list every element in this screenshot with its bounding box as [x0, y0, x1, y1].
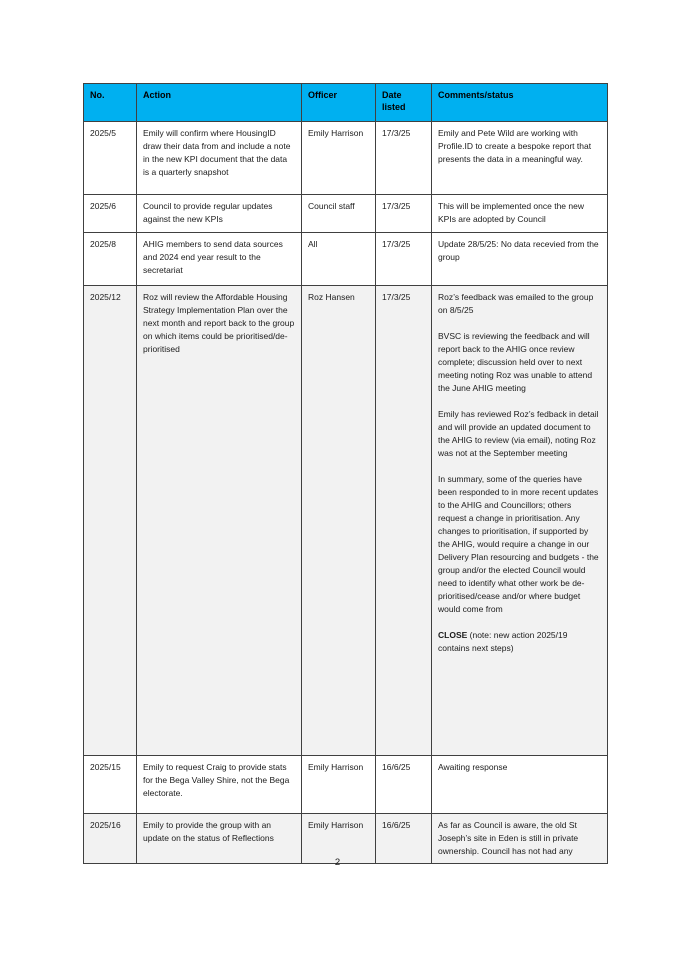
cell-no: 2025/15 [84, 756, 137, 814]
cell-action: Emily to request Craig to provide stats for the Bega Valley Shire, not the Bega electorate. [137, 756, 302, 814]
cell-comments [432, 286, 608, 756]
cell-no: 2025/5 [84, 122, 137, 195]
page-number: 2 [334, 857, 341, 868]
cell-no: 2025/12 [84, 286, 137, 756]
table-row [84, 814, 608, 864]
cell-no: 2025/6 [84, 195, 137, 233]
cell-officer: Emily Harrison [302, 814, 376, 864]
cell-date-listed: 16/6/25 [376, 756, 432, 814]
cell-date-listed: 17/3/25 [376, 233, 432, 286]
cell-action: Council to provide regular updates against the new KPIs [137, 195, 302, 233]
cell-no: 2025/8 [84, 233, 137, 286]
comment-paragraph: In summary, some of the queries have been responded to in more recent updates to the AHIG and Councillors; others request a change in prioritisation. Any changes to prioritisation, if supported by the AHIG, would require a change in our Delivery Plan resourcing and budgets - the group and/or the elected Council would need to identify what other work be de-prioritised/cease and/or where budget would come from [438, 474, 599, 614]
cell-no: 2025/16 [84, 814, 137, 864]
cell-comments [432, 814, 608, 864]
cell-officer: Council staff [302, 195, 376, 233]
cell-comments [432, 233, 608, 286]
column-header-date-listed: Date listed [376, 84, 432, 122]
comment-paragraph: This will be implemented once the new KPIs are adopted by Council [438, 201, 584, 224]
cell-comments [432, 122, 608, 195]
cell-action: AHIG members to send data sources and 2024 end year result to the secretariat [137, 233, 302, 286]
comment-paragraph: BVSC is reviewing the feedback and will report back to the AHIG once review complete; discussion held over to next meeting noting Roz was unable to attend the June AHIG meeting [438, 331, 593, 393]
cell-comments [432, 756, 608, 814]
table-row [84, 756, 608, 814]
cell-date-listed: 17/3/25 [376, 286, 432, 756]
comment-paragraph: As far as Council is aware, the old St Joseph’s site in Eden is still in private ownership. Council has not had any [438, 820, 579, 856]
table-row [84, 286, 608, 756]
cell-date-listed: 17/3/25 [376, 122, 432, 195]
table-row [84, 233, 608, 286]
table-header-row [84, 84, 608, 122]
column-header-comments: Comments/status [432, 84, 608, 122]
comment-paragraph: Awaiting response [438, 762, 508, 772]
cell-action: Roz will review the Affordable Housing Strategy Implementation Plan over the next month and report back to the group on which items could be prioritised/de-prioritised [137, 286, 302, 756]
cell-officer: Emily Harrison [302, 756, 376, 814]
column-header-action: Action [137, 84, 302, 122]
table-row [84, 122, 608, 195]
comment-paragraph: Emily and Pete Wild are working with Profile.ID to create a bespoke report that presents the data in a meaningful way. [438, 128, 592, 164]
comment-paragraph: Roz’s feedback was emailed to the group on 8/5/25 [438, 292, 594, 315]
cell-officer: Emily Harrison [302, 122, 376, 195]
cell-officer: Roz Hansen [302, 286, 376, 756]
action-table-body [84, 122, 608, 864]
cell-officer: All [302, 233, 376, 286]
column-header-officer: Officer [302, 84, 376, 122]
cell-comments [432, 195, 608, 233]
cell-action: Emily to provide the group with an update on the status of Reflections [137, 814, 302, 864]
table-row [84, 195, 608, 233]
comment-paragraph: CLOSE (note: new action 2025/19 contains next steps) [438, 630, 568, 653]
comment-paragraph: Update 28/5/25: No data recevied from the group [438, 239, 599, 262]
column-header-no: No. [84, 84, 137, 122]
comment-paragraph: Emily has reviewed Roz’s fedback in detail and will provide an updated document to the AHIG to review (via email), noting Roz was not at the September meeting [438, 409, 599, 458]
cell-action: Emily will confirm where HousingID draw their data from and include a note in the new KPI document that the data is a quarterly snapshot [137, 122, 302, 195]
action-items-table [83, 83, 608, 864]
cell-date-listed: 17/3/25 [376, 195, 432, 233]
cell-date-listed: 16/6/25 [376, 814, 432, 864]
